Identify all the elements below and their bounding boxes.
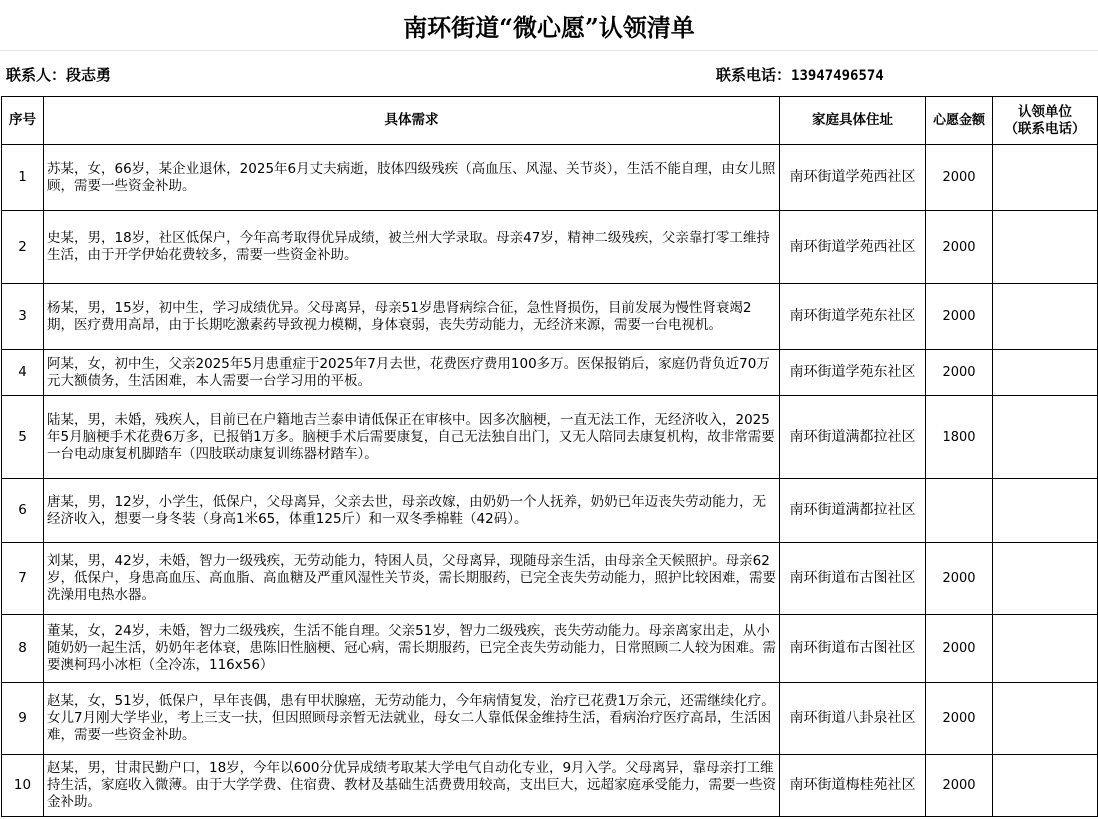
row-address: 南环街道满都拉社区 bbox=[780, 396, 926, 479]
row-address: 南环街道学苑西社区 bbox=[780, 145, 926, 211]
page-title: 南环街道“微心愿”认领清单 bbox=[0, 0, 1098, 51]
table-row bbox=[2, 145, 1098, 211]
row-index: 9 bbox=[2, 683, 44, 755]
table-row bbox=[2, 396, 1098, 479]
row-index: 2 bbox=[2, 211, 44, 284]
table-row bbox=[2, 479, 1098, 543]
row-claim[interactable] bbox=[993, 683, 1098, 755]
row-claim[interactable] bbox=[993, 755, 1098, 817]
row-address: 南环街道梅桂苑社区 bbox=[780, 755, 926, 817]
row-index: 8 bbox=[2, 615, 44, 683]
row-need: 苏某，女，66岁，某企业退休，2025年6月丈夫病逝，肢体四级残疾（高血压、风湿、关节炎），生活不能自理，由女儿照顾，需要一些资金补助。 bbox=[44, 145, 780, 211]
row-need: 杨某，男，15岁，初中生，学习成绩优异。父母离异，母亲51岁患肾病综合征，急性肾损伤，目前发展为慢性肾衰竭2期，医疗费用高昂，由于长期吃激素药导致视力模糊，身体衰弱，丧失劳动能力，无经济来源，需要一台电视机。 bbox=[44, 284, 780, 350]
row-amount: 2000 bbox=[926, 145, 993, 211]
contact-person-name: 段志勇 bbox=[66, 66, 112, 84]
row-index: 3 bbox=[2, 284, 44, 350]
row-need: 陆某，男，未婚，残疾人，目前已在户籍地吉兰泰申请低保正在审核中。因多次脑梗，一直无法工作，无经济收入，2025年5月脑梗手术花费6万多，已报销1万多。脑梗手术后需要康复，自己无法独自出门，又无人陪同去康复机构，故非常需要一台电动康复机脚踏车（四肢联动康复训练器材踏车）。 bbox=[44, 396, 780, 479]
row-address: 南环街道学苑东社区 bbox=[780, 350, 926, 396]
row-address: 南环街道布古图社区 bbox=[780, 615, 926, 683]
row-need: 刘某，男，42岁，未婚，智力一级残疾，无劳动能力，特困人员，父母离异，现随母亲生活，由母亲全天候照护。母亲62岁，低保户，身患高血压、高血脂、高血糖及严重风湿性关节炎，需长期服药，已完全丧失劳动能力，照护比较困难，需要洗澡用电热水器。 bbox=[44, 543, 780, 615]
row-index: 4 bbox=[2, 350, 44, 396]
row-amount: 2000 bbox=[926, 284, 993, 350]
row-need: 史某，男，18岁，社区低保户，今年高考取得优异成绩，被兰州大学录取。母亲47岁，精神二级残疾，父亲靠打零工维持生活，由于开学伊始花费较多，需要一些资金补助。 bbox=[44, 211, 780, 284]
row-need: 阿某，女，初中生，父亲2025年5月患重症于2025年7月去世，花费医疗费用100多万。医保报销后，家庭仍背负近70万元大额债务，生活困难，本人需要一台学习用的平板。 bbox=[44, 350, 780, 396]
table-row bbox=[2, 615, 1098, 683]
row-index: 10 bbox=[2, 755, 44, 817]
table-row bbox=[2, 350, 1098, 396]
table-row bbox=[2, 755, 1098, 817]
wish-table bbox=[1, 96, 1098, 817]
contact-phone bbox=[716, 64, 884, 85]
row-amount: 2000 bbox=[926, 683, 993, 755]
row-claim[interactable] bbox=[993, 543, 1098, 615]
row-amount bbox=[926, 479, 993, 543]
row-claim[interactable] bbox=[993, 145, 1098, 211]
row-claim[interactable] bbox=[993, 396, 1098, 479]
row-index: 6 bbox=[2, 479, 44, 543]
row-index: 7 bbox=[2, 543, 44, 615]
row-address: 南环街道布古图社区 bbox=[780, 543, 926, 615]
row-address: 南环街道学苑西社区 bbox=[780, 211, 926, 284]
row-amount: 1800 bbox=[926, 396, 993, 479]
contact-phone-number: 13947496574 bbox=[791, 68, 884, 84]
table-row bbox=[2, 284, 1098, 350]
row-index: 1 bbox=[2, 145, 44, 211]
table-header-row bbox=[2, 97, 1098, 145]
table-row bbox=[2, 683, 1098, 755]
row-claim[interactable] bbox=[993, 615, 1098, 683]
row-index: 5 bbox=[2, 396, 44, 479]
header-index: 序号 bbox=[2, 97, 44, 145]
table-row bbox=[2, 543, 1098, 615]
row-amount: 2000 bbox=[926, 211, 993, 284]
row-need: 董某，女，24岁，未婚，智力二级残疾，生活不能自理。父亲51岁，智力二级残疾，丧失劳动能力。母亲离家出走，从小随奶奶一起生活，奶奶年老体衰，患陈旧性脑梗、冠心病，需长期服药，已完全丧失劳动能力，日常照顾二人较为困难。需要澳柯玛小冰柜（全冷冻，116x56） bbox=[44, 615, 780, 683]
row-amount: 2000 bbox=[926, 350, 993, 396]
header-need: 具体需求 bbox=[44, 97, 780, 145]
row-need: 赵某，女，51岁，低保户，早年丧偶，患有甲状腺癌，无劳动能力，今年病情复发，治疗已花费1万余元，还需继续化疗。女儿7月刚大学毕业，考上三支一扶，但因照顾母亲暂无法就业，母女二人靠低保金维持生活，看病治疗医疗高昂，生活困难，需要一些资金补助。 bbox=[44, 683, 780, 755]
row-claim[interactable] bbox=[993, 211, 1098, 284]
row-claim[interactable] bbox=[993, 479, 1098, 543]
header-claim bbox=[993, 97, 1098, 145]
table-row bbox=[2, 211, 1098, 284]
row-need: 唐某，男，12岁，小学生，低保户，父母离异，父亲去世，母亲改嫁，由奶奶一个人抚养，奶奶已年迈丧失劳动能力，无经济收入，想要一身冬装（身高1米65，体重125斤）和一双冬季棉鞋（42码）。 bbox=[44, 479, 780, 543]
row-address: 南环街道学苑东社区 bbox=[780, 284, 926, 350]
row-amount: 2000 bbox=[926, 543, 993, 615]
header-claim-line2: （联系电话） bbox=[1004, 120, 1086, 137]
header-address: 家庭具体住址 bbox=[780, 97, 926, 145]
header-amount: 心愿金额 bbox=[926, 97, 993, 145]
row-address: 南环街道八卦泉社区 bbox=[780, 683, 926, 755]
contact-row bbox=[0, 54, 1098, 94]
row-address: 南环街道满都拉社区 bbox=[780, 479, 926, 543]
row-need: 赵某，男，甘肃民勤户口，18岁，今年以600分优异成绩考取某大学电气自动化专业，9月入学。父母离异，靠母亲打工维持生活，家庭收入微薄。由于大学学费、住宿费、教材及基础生活费费用较高，支出巨大，远超家庭承受能力，需要一些资金补助。 bbox=[44, 755, 780, 817]
contact-phone-label: 联系电话： bbox=[716, 66, 792, 84]
header-claim-line1: 认领单位 bbox=[1018, 103, 1072, 120]
row-claim[interactable] bbox=[993, 284, 1098, 350]
contact-person bbox=[6, 64, 111, 85]
contact-person-label: 联系人： bbox=[6, 66, 67, 84]
row-amount: 2000 bbox=[926, 615, 993, 683]
row-claim[interactable] bbox=[993, 350, 1098, 396]
row-amount: 2000 bbox=[926, 755, 993, 817]
